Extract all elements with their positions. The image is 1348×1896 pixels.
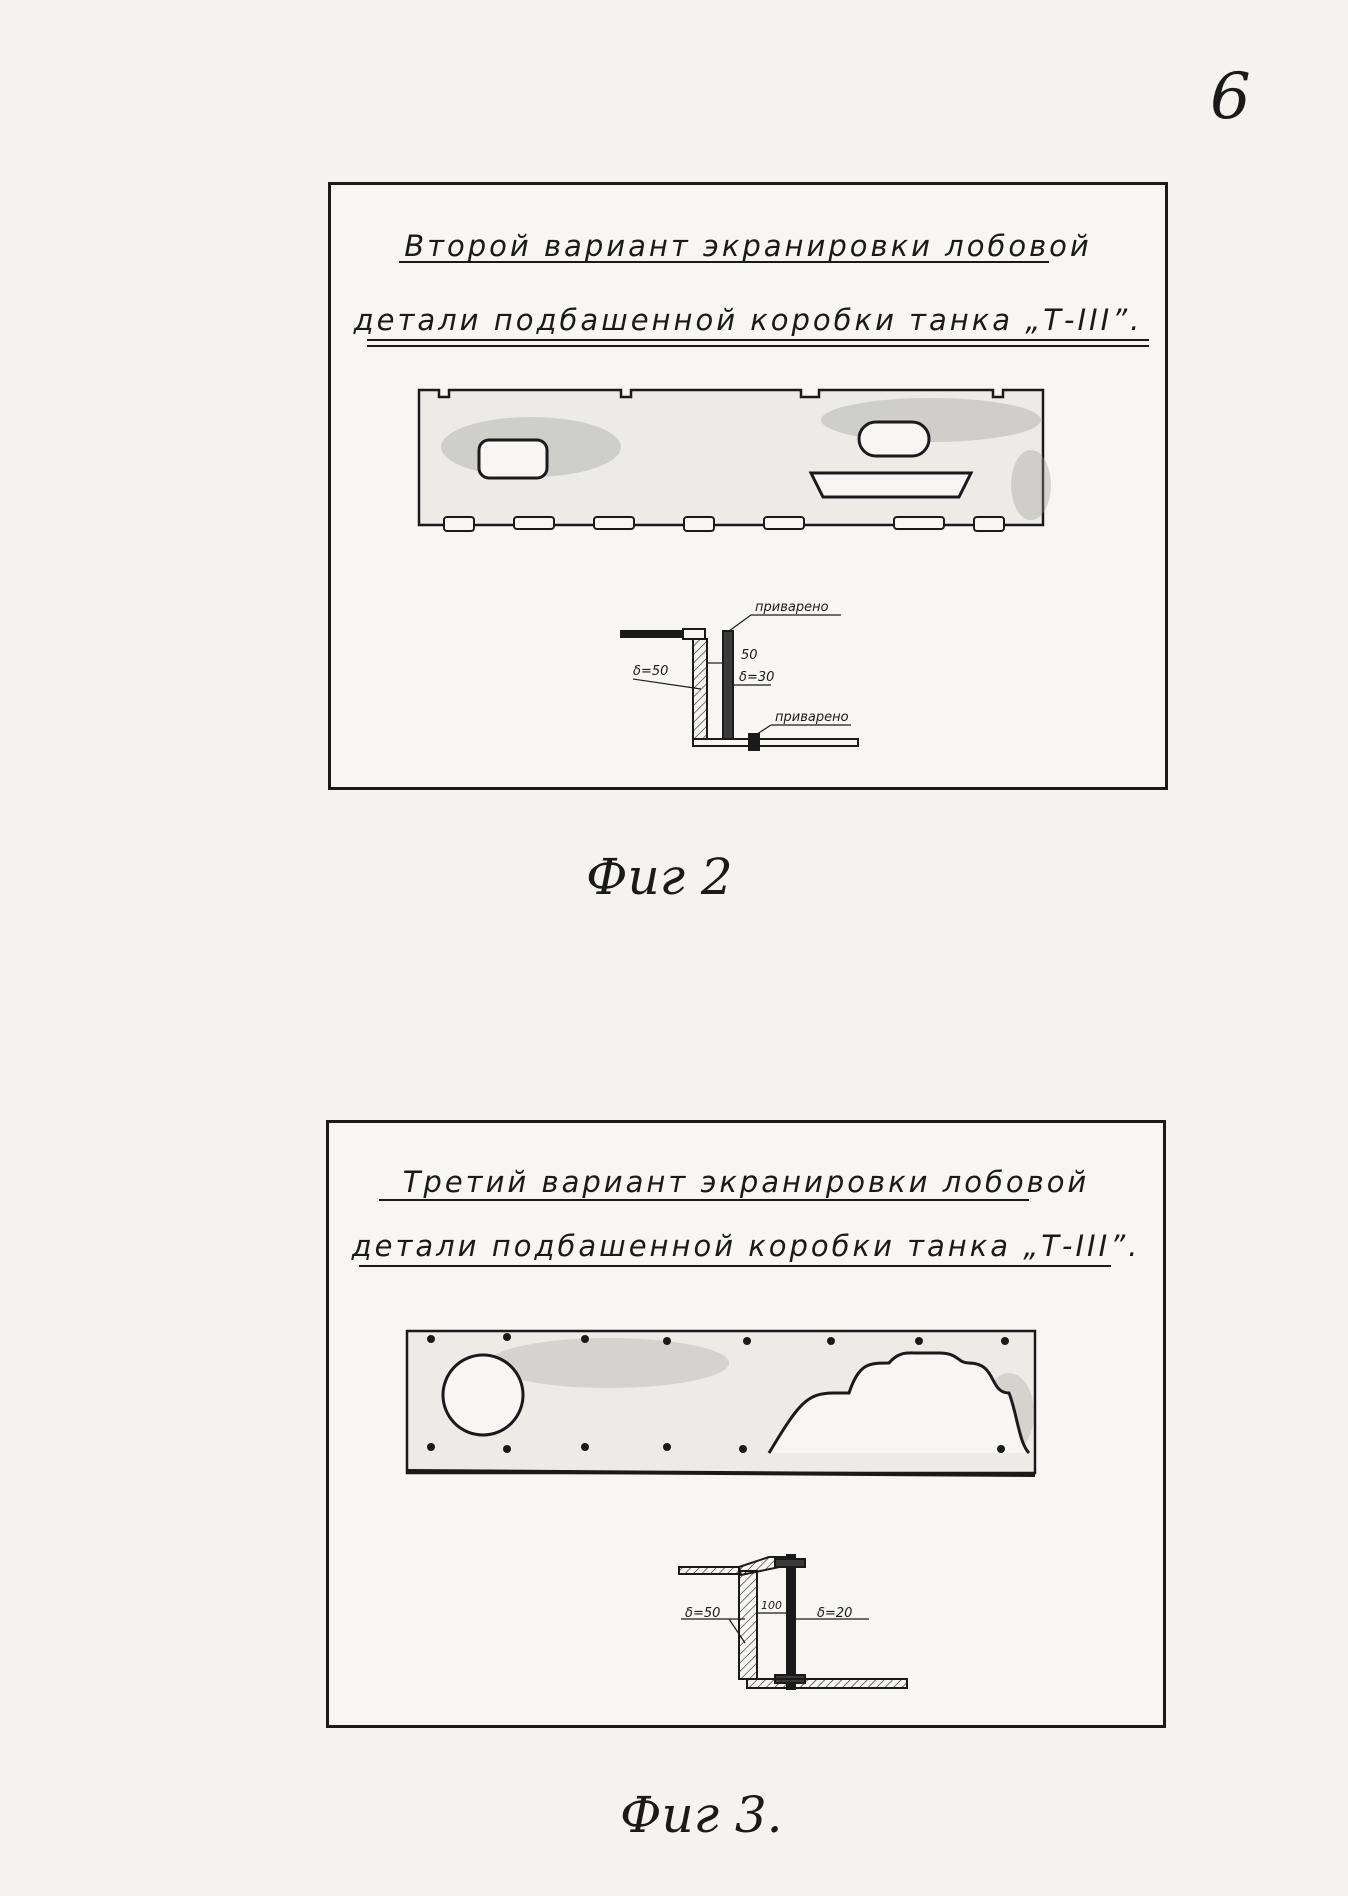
figure-2-drawing: [331, 185, 1165, 787]
figure-2-welded-bottom-label: приварено: [775, 710, 849, 725]
figure-2-caption: Фиг 2: [586, 848, 733, 906]
figure-2-oval-opening: [859, 422, 929, 456]
figure-2-panel: [328, 182, 1168, 790]
figure-3-screen-thickness-label: δ=20: [817, 1606, 853, 1621]
page-number: 6: [1210, 60, 1251, 134]
figure-3-round-opening: [443, 1355, 523, 1435]
figure-2-welded-top-label: приварено: [755, 600, 829, 615]
figure-2-slot-opening: [811, 473, 971, 497]
figure-2-screen-thickness-label: δ=30: [739, 670, 775, 685]
figure-3-drawing: [329, 1123, 1163, 1725]
figure-3-caption: Фиг 3.: [620, 1786, 783, 1844]
figure-3-panel: [326, 1120, 1166, 1728]
figure-2-title-line-2: детали подбашенной коробки танка „Т-III”.: [353, 303, 1143, 337]
figure-3-gap-label: 100: [761, 1599, 782, 1612]
figure-3-cross-section: [679, 1555, 907, 1689]
figure-2-rect-opening: [479, 440, 547, 478]
figure-2-gap-label: 50: [741, 648, 758, 663]
figure-2-main-thickness-label: δ=50: [633, 664, 669, 679]
figure-3-main-thickness-label: δ=50: [685, 1606, 721, 1621]
figure-2-title-line-1: Второй вариант экранировки лобовой: [404, 229, 1092, 263]
figure-3-title-line-1: Третий вариант экранировки лобовой: [402, 1165, 1090, 1199]
figure-3-title-line-2: детали подбашенной коробки танка „Т-III”.: [351, 1229, 1141, 1263]
